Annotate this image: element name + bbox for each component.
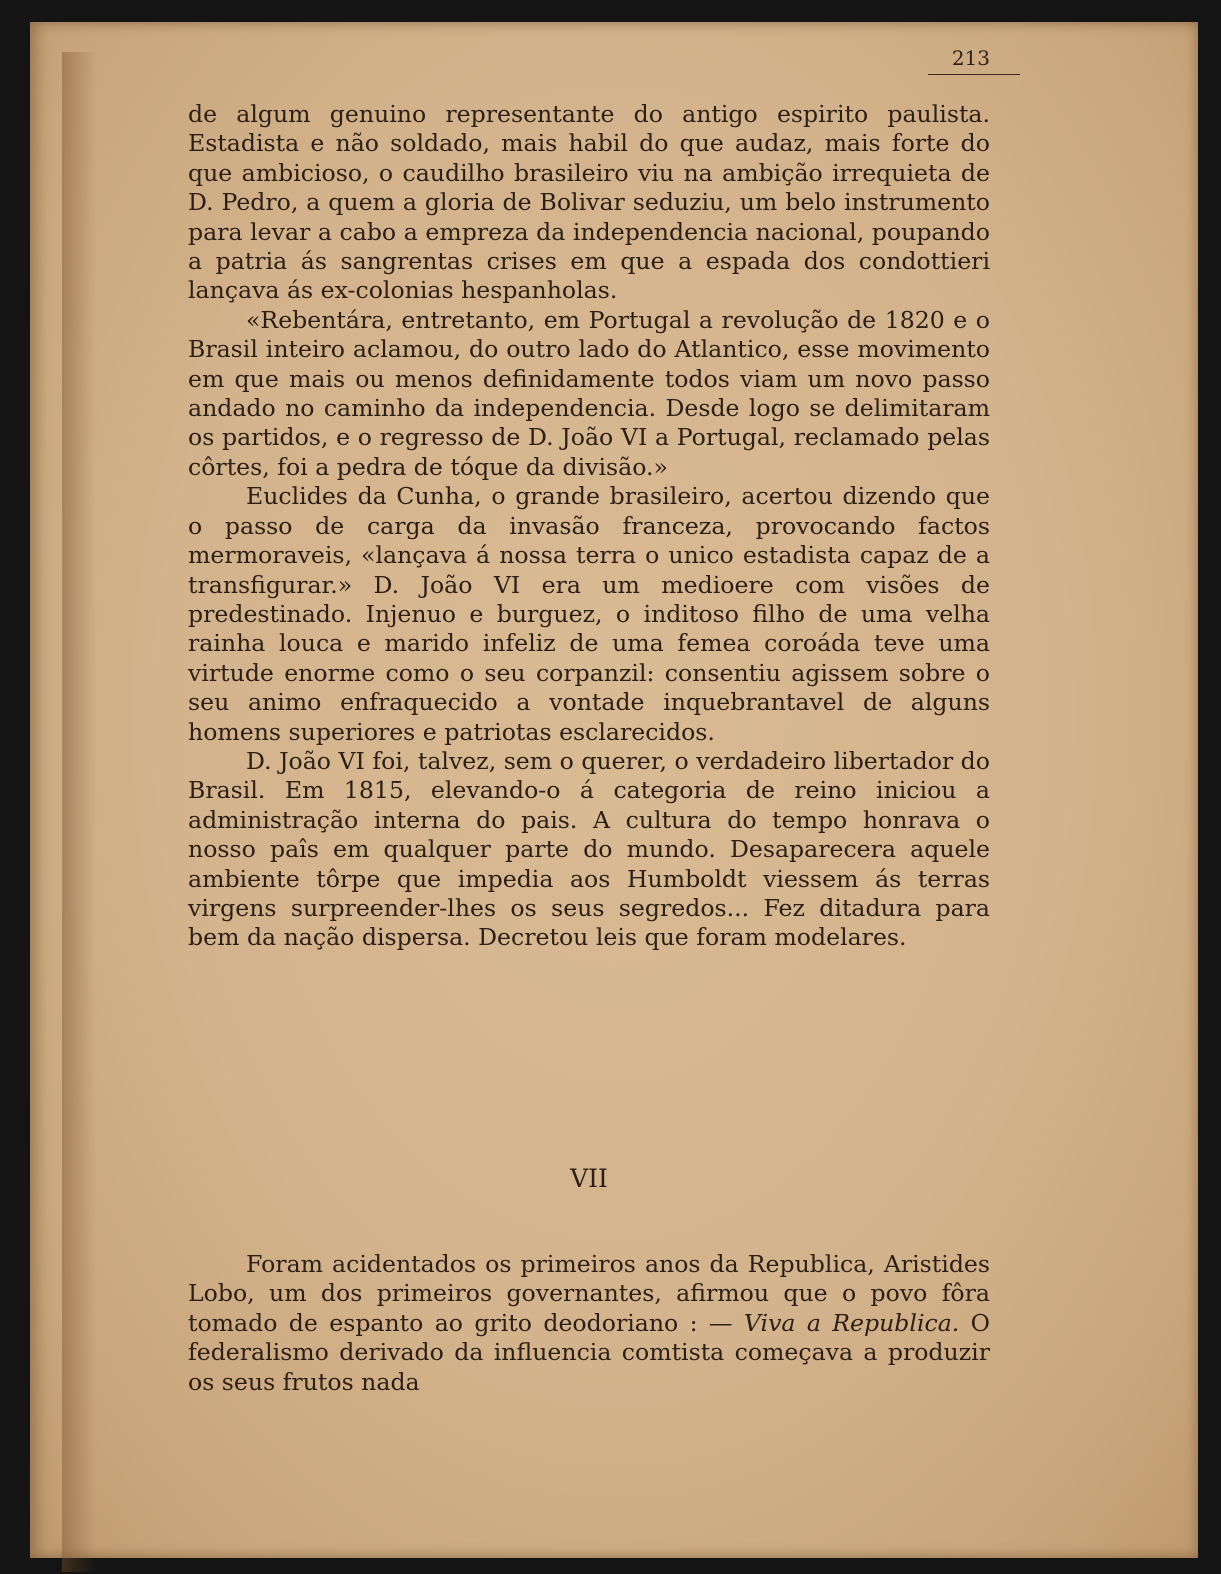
- page-binding-shadow: [62, 52, 96, 1572]
- section-paragraph: [188, 1250, 990, 1397]
- section-paragraph-italic: Viva a Republica.: [743, 1308, 960, 1337]
- paragraph-2: «Rebentára, entretanto, em Portugal a revolução de 1820 e o Brasil inteiro aclamou, do outro lado do Atlantico, esse movimento em que mais ou menos definidamente todos viam um novo passo andado no caminho da independencia. Desde logo se delimitaram os partidos, e o regresso de D. João VI a Portugal, reclamado pelas côrtes, foi a pedra de tóque da divisão.»: [188, 305, 990, 481]
- paragraph-3: Euclides da Cunha, o grande brasileiro, acertou dizendo que o passo de carga da invasão franceza, provocando factos mermoraveis, «lançava á nossa terra o unico estadista capaz de a transfigurar.» D. João VI era um medioere com visões de predestinado. Injenuo e burguez, o inditoso filho de uma velha rainha louca e marido infeliz de uma femea coroáda teve uma virtude enorme como o seu corpanzil: consentiu agissem sobre o seu animo enfraquecido a vontade inquebrantavel de alguns homens superiores e patriotas esclarecidos.: [188, 482, 990, 746]
- body-text: [188, 100, 990, 953]
- paragraph-4: D. João VI foi, talvez, sem o querer, o verdadeiro libertador do Brasil. Em 1815, elevando-o á categoria de reino iniciou a administração interna do pais. A cultura do tempo honrava o nosso paîs em qualquer parte do mundo. Desaparecera aquele ambiente tôrpe que impedia aos Humboldt viessem ás terras virgens surpreender-lhes os seus segredos... Fez ditadura para bem da nação dispersa. Decretou leis que foram modelares.: [188, 746, 990, 952]
- section-paragraph-start: Foram acidentados os primeiros anos da Republica, Aristides Lobo, um dos primeiros governantes, afirmou que o povo fôra tomado de espanto ao grito deodoriano : —: [188, 1250, 990, 1337]
- section-paragraph-end: O federalismo derivado da influencia comtista começava a produzir os seus frutos nada: [188, 1308, 991, 1396]
- section-body-text: [188, 1250, 990, 1397]
- page-number: 213: [928, 46, 1020, 75]
- section-heading: VII: [570, 1164, 608, 1193]
- paragraph-1: de algum genuino representante do antigo espirito paulista. Estadista e não soldado, mais habil do que audaz, mais forte do que ambicioso, o caudilho brasileiro viu na ambição irrequieta de D. Pedro, a quem a gloria de Bolivar seduziu, um belo instrumento para levar a cabo a empreza da independencia nacional, poupando a patria ás sangrentas crises em que a espada dos condottieri lançava ás ex-colonias hespanholas.: [188, 100, 990, 305]
- book-page: [30, 22, 1198, 1558]
